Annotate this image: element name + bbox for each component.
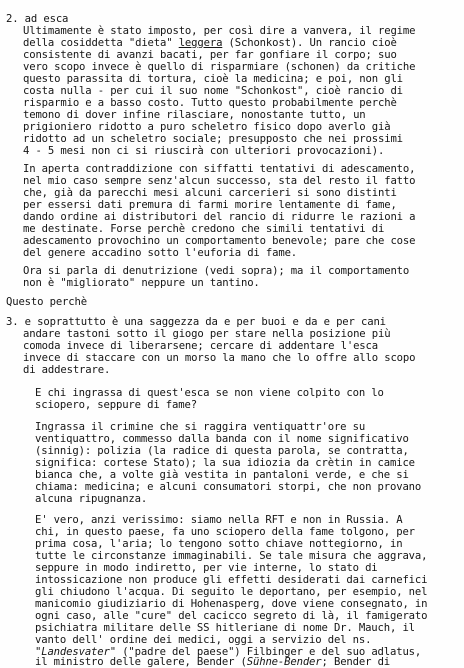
text-line: psichiatra militare delle SS hitleriane di nome Dr. Mauch, il — [35, 622, 415, 634]
text-run: il ministro delle galere, Bender ( — [35, 656, 247, 668]
text-line — [23, 37, 397, 49]
text-line: risparmio e a basso costo. Tutto questo probabilmente perchè — [23, 97, 397, 109]
text-line: comoda invece di liberarsene; cercare di addentare l'esca — [23, 340, 378, 352]
text-line: non è "migliorato" neppure un tantino. — [23, 277, 260, 289]
text-line: chi, in questo paese, fa uno sciopero della fame tolgono, per — [35, 526, 415, 538]
text-line: me destinate. Forse perchè credono che simili tentativi di — [23, 223, 385, 235]
text-line: intossicazione non produce gli effetti desiderati dai carnefici — [35, 574, 428, 586]
text-line: prima cosa, l'aria; lo tengono sotto chiave nottegiorno, in — [35, 538, 403, 550]
italic-term: Sühne-Bender — [246, 656, 322, 668]
text-line: temono di dover infine rilasciare, nonostante tutto, un — [23, 109, 366, 121]
text-line: tutte le circonstanze immaginabili. Se tale misura che aggrava, — [35, 550, 428, 562]
text-line: significa: cortese Stato); la sua idiozia da crètin in camice — [35, 457, 415, 469]
text-run: della cosiddetta "dieta" — [23, 37, 179, 49]
text-line: Ora si parla di denutrizione (vedi sopra); ma il comportamento — [23, 265, 410, 277]
section-heading-2: 2. ad esca — [6, 13, 69, 25]
text-line: manicomio giudiziario di Hohenasperg, dove viene consegnato, in — [35, 598, 428, 610]
text-line: andare tastoni sotto il giogo per stare nella posizione più — [23, 328, 391, 340]
text-line: alcuna ripugnanza. — [35, 493, 148, 505]
text-line: vanto dell' ordine dei medici, oggi a servizio del ns. — [35, 634, 372, 646]
text-run: ; Bender di — [321, 656, 391, 668]
text-run: ("padre del paese") Filbinger e del suo adlatus, — [115, 646, 422, 658]
text-line: Ingrassa il crimine che si raggira ventiquattr'ore su — [35, 421, 366, 433]
text-line — [35, 656, 390, 668]
text-run: (Schonkost). Un rancio cioè — [222, 37, 397, 49]
section-intro: Questo perchè — [6, 296, 87, 308]
text-line: sciopero, seppure di fame? — [35, 399, 197, 411]
text-line: E chi ingrassa di quest'esca se non viene colpito con lo — [35, 387, 384, 399]
text-line: E' vero, anzi verissimo: siamo nella RFT e non in Russia. A — [35, 514, 403, 526]
text-line: costa nulla - per cui il suo nome "Schonkost", cioè rancio di — [23, 85, 403, 97]
text-line: ogni caso, alle "cure" del cacicco segreto di là, il famigerato — [35, 610, 428, 622]
text-line: gli chiudono l'acqua. Di seguito le deportano, per esempio, nel — [35, 586, 428, 598]
text-line: vero scopo invece è quello di risparmiare (schonen) da critiche — [23, 61, 416, 73]
underlined-word: leggera — [178, 37, 223, 49]
italic-term: "Landesvater" — [35, 646, 116, 658]
text-line: invece di staccare con un morso la mano che lo offre allo scopo — [23, 352, 416, 364]
text-line: adescamento provochino un comportamento benevole; pare che cose — [23, 235, 416, 247]
text-line: Ultimamente è stato imposto, per così dire a vanvera, il regime — [23, 25, 416, 37]
text-line: seppure in modo indiretto, per vie interne, lo stato di — [35, 562, 378, 574]
text-line: prigioniero ridotto a puro scheletro fisico dopo averlo già — [23, 121, 391, 133]
text-line: ventiquattro, commesso dalla banda con il nome significativo — [35, 433, 409, 445]
text-line: consistente di avanzi bacati, per far gonfiare il corpo; suo — [23, 49, 397, 61]
text-line: questo parassita di tortura, cioè la medicina; e poi, non gli — [23, 73, 403, 85]
text-line: nel mio caso sempre senz'alcun successo, sta del resto il fatto — [23, 175, 416, 187]
text-line: (sinnig): polizia (la radice di questa parola, se contratta, — [35, 445, 409, 457]
text-line: di addestrare. — [23, 364, 111, 376]
text-line: per essersi dati premura di farmi morire lentamente di fame, — [23, 199, 397, 211]
text-line: chiama: medicina; e alcuni consumatori storpi, che non provano — [35, 481, 422, 493]
text-line: 4 - 5 mesi non ci si riuscirà con ulteriori provocazioni). — [23, 145, 385, 157]
text-line: del genere accadino sotto l'euforia di fame. — [23, 247, 298, 259]
text-line: 3. e soprattutto è una saggezza da e per buoi e da e per cani — [6, 316, 386, 328]
text-line: In aperta contraddizione con siffatti tentativi di adescamento, — [23, 163, 416, 175]
text-line: che, già da parecchi mesi alcuni carcerieri si sono distinti — [23, 187, 397, 199]
text-line: bianca che, a volte già vestita in pantaloni verde, e che si — [35, 469, 409, 481]
text-line: dando ordine ai distributori del rancio di ridurre le razioni a — [23, 211, 416, 223]
text-line: ridotto ad un scheletro sociale; presupposto che nei prossimi — [23, 133, 403, 145]
